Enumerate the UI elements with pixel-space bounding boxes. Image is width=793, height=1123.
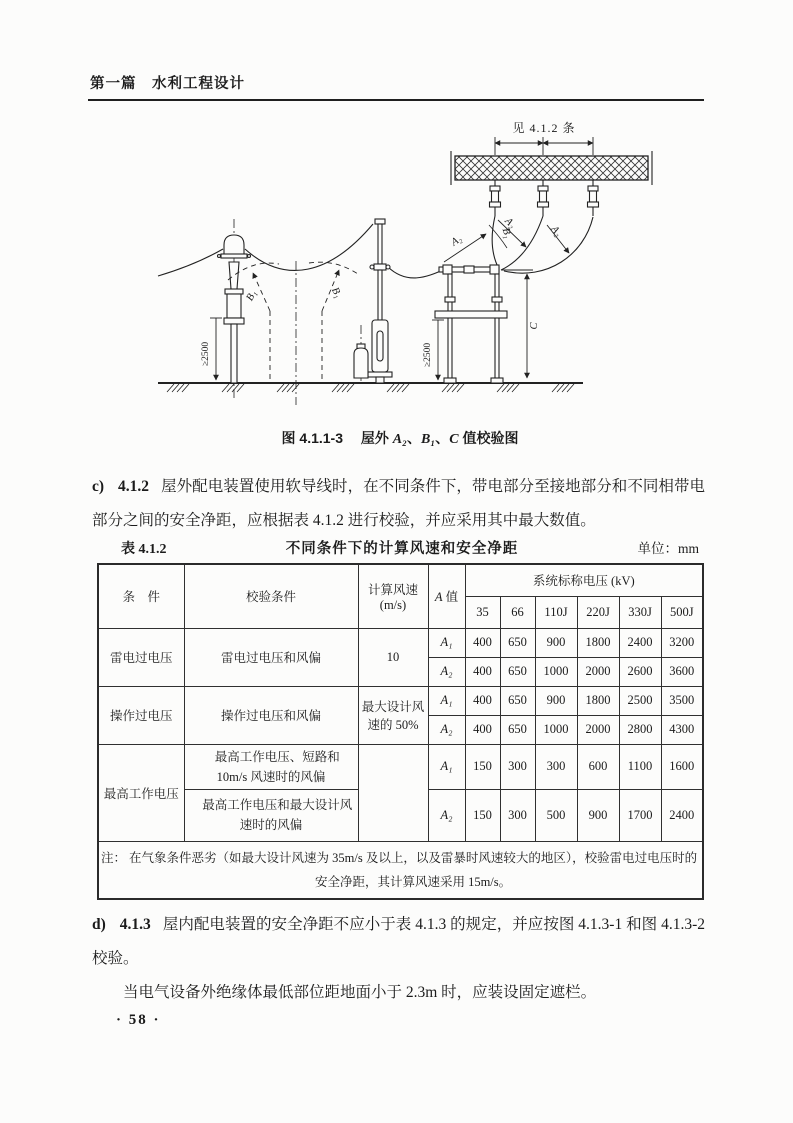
table-cell: 400: [465, 686, 500, 715]
table-cell: 1800: [577, 686, 619, 715]
table-cell: 1600: [661, 744, 703, 789]
table-cell: 400: [465, 715, 500, 744]
table-cell: 650: [500, 715, 535, 744]
table-cell: 2400: [661, 789, 703, 841]
table-cell: 3200: [661, 628, 703, 657]
small-equipment: [354, 325, 368, 381]
col-header-condition: 条 件: [98, 564, 184, 628]
clause-d-paragraph: [92, 908, 705, 1010]
a2-label: A₂: [548, 223, 564, 239]
jumper-wire: [492, 216, 499, 269]
span-wire: [388, 267, 443, 278]
table-cell: 4300: [661, 715, 703, 744]
cell-a2: A₂: [428, 657, 465, 686]
figure-number: 图 4.1.1-3: [281, 430, 344, 446]
cell-check-maxworking-2: 最高工作电压和最大设计风速时的风偏: [184, 789, 358, 841]
table-cell: 500: [535, 789, 577, 841]
min2500-label: ≥2500: [201, 341, 211, 367]
table-cell: 1100: [619, 744, 661, 789]
table-cell: 900: [577, 789, 619, 841]
col-header-voltage-group: 系统标称电压 (kV): [465, 564, 703, 596]
clause-number: 4.1.2: [118, 478, 150, 495]
jumper-wire: [504, 217, 593, 273]
table-cell: 2000: [577, 715, 619, 744]
b1-label: B₁: [244, 288, 260, 303]
min2500-label: ≥2500: [423, 342, 433, 368]
table-cell: 400: [465, 628, 500, 657]
table-cell: 2400: [619, 628, 661, 657]
table-cell: 400: [465, 657, 500, 686]
table-title: 不同条件下的计算风速和安全净距: [285, 541, 519, 557]
cell-a1: A₁: [428, 686, 465, 715]
clause-number: 4.1.3: [119, 916, 151, 933]
col-header-66: 66: [500, 596, 535, 628]
table-label: 表 4.1.2: [121, 542, 167, 557]
col-header-220j: 220J: [577, 596, 619, 628]
b1-label: B₁: [328, 285, 344, 300]
table-cell: 300: [500, 744, 535, 789]
table-cell: 300: [535, 744, 577, 789]
figure-caption: 图 4.1.1-3 屋外 A₂、B₁、C 值校验图: [281, 430, 519, 447]
table-cell: 150: [465, 789, 500, 841]
col-header-110j: 110J: [535, 596, 577, 628]
table-cell: 2000: [577, 657, 619, 686]
table-cell: 3500: [661, 686, 703, 715]
building-beam: [451, 151, 652, 185]
table-cell: 1700: [619, 789, 661, 841]
clause-letter: c): [92, 478, 105, 495]
suspension-insulator: [490, 180, 501, 216]
top-dimension: [495, 137, 593, 155]
table-cell: 3600: [661, 657, 703, 686]
cell-a2: A₂: [428, 789, 465, 841]
gantry-frame: [435, 265, 507, 383]
figure-caption-text: 屋外: [360, 430, 393, 446]
b1-label: B₁: [499, 226, 514, 240]
table-cell: 2600: [619, 657, 661, 686]
clause-text: 屋内配电装置的安全净距不应小于表 4.1.3 的规定，并应按图 4.1.3-1 和图 4.1.3-2 校验。: [92, 916, 705, 967]
table-cell: 900: [535, 686, 577, 715]
clause-c-paragraph: [92, 470, 705, 538]
col-header-330j: 330J: [619, 596, 661, 628]
suspension-insulator: [588, 180, 599, 216]
table-cell: 600: [577, 744, 619, 789]
table-cell: 650: [500, 628, 535, 657]
cell-condition-switching: 操作过电压: [98, 686, 184, 744]
col-header-35: 35: [465, 596, 500, 628]
table-cell: 2800: [619, 715, 661, 744]
col-header-check: 校验条件: [184, 564, 358, 628]
table-cell: 650: [500, 657, 535, 686]
table-note: [98, 841, 703, 899]
table-cell: 1000: [535, 657, 577, 686]
clause-d-paragraph-2: 当电气设备外绝缘体最低部位距地面小于 2.3m 时，应装设固定遮栏。: [123, 984, 597, 1001]
outdoor-clearance-diagram: [95, 113, 755, 423]
table-caption: [97, 537, 703, 558]
table-cell: 900: [535, 628, 577, 657]
col-header-avalue: A 值: [428, 564, 465, 628]
table-cell: 300: [500, 789, 535, 841]
table-unit: 单位：mm: [637, 541, 699, 556]
a2-label: A₂: [449, 233, 464, 249]
cell-wind-maxworking: [358, 744, 428, 841]
cell-check-switching: 操作过电压和风偏: [184, 686, 358, 744]
c-label: C: [529, 322, 540, 330]
cell-check-maxworking-1: 最高工作电压、短路和 10m/s 风速时的风偏: [184, 744, 358, 789]
a2-label: A₂: [502, 215, 518, 231]
cell-a2: A₂: [428, 715, 465, 744]
ground-hatch: [167, 384, 574, 392]
header-rule: [88, 99, 704, 101]
cell-condition-lightning: 雷电过电压: [98, 628, 184, 686]
min-height-dimension: [210, 318, 444, 380]
cell-check-lightning: 雷电过电压和风偏: [184, 628, 358, 686]
suspension-insulator: [538, 180, 549, 216]
cell-wind-switching: 最大设计风速的 50%: [358, 686, 428, 744]
note-text: 在气象条件恶劣（如最大设计风速为 35m/s 及以上，以及雷暴时风速较大的地区），校验雷电过电压时的安全净距，其计算风速采用 15m/s。: [129, 850, 698, 889]
table-cell: 150: [465, 744, 500, 789]
col-header-500j: 500J: [661, 596, 703, 628]
table-cell: 650: [500, 686, 535, 715]
page-header-title: 第一篇 水利工程设计: [90, 76, 245, 92]
cell-condition-maxworking: 最高工作电压: [98, 744, 184, 841]
see-clause-label: 见 4.1.2 条: [512, 121, 576, 135]
apparatus-column: [368, 219, 392, 383]
table-cell: 2500: [619, 686, 661, 715]
post-insulator-left: [218, 219, 251, 401]
note-label: 注：: [101, 850, 127, 865]
cell-wind-lightning: 10: [358, 628, 428, 686]
span-wire: [158, 249, 223, 276]
clearance-table: [97, 563, 704, 900]
page-number: · 58 ·: [116, 1012, 161, 1028]
cell-a1: A₁: [428, 628, 465, 657]
clause-text: 屋外配电装置使用软导线时，在不同条件下，带电部分至接地部分和不同相带电部分之间的安全净距，应根据表 4.1.2 进行校验，并应采用其中最大数值。: [92, 478, 705, 529]
table-cell: 1800: [577, 628, 619, 657]
clause-letter: d): [92, 916, 106, 933]
cell-a1: A₁: [428, 744, 465, 789]
col-header-windspeed: 计算风速 (m/s): [358, 564, 428, 628]
table-cell: 1000: [535, 715, 577, 744]
